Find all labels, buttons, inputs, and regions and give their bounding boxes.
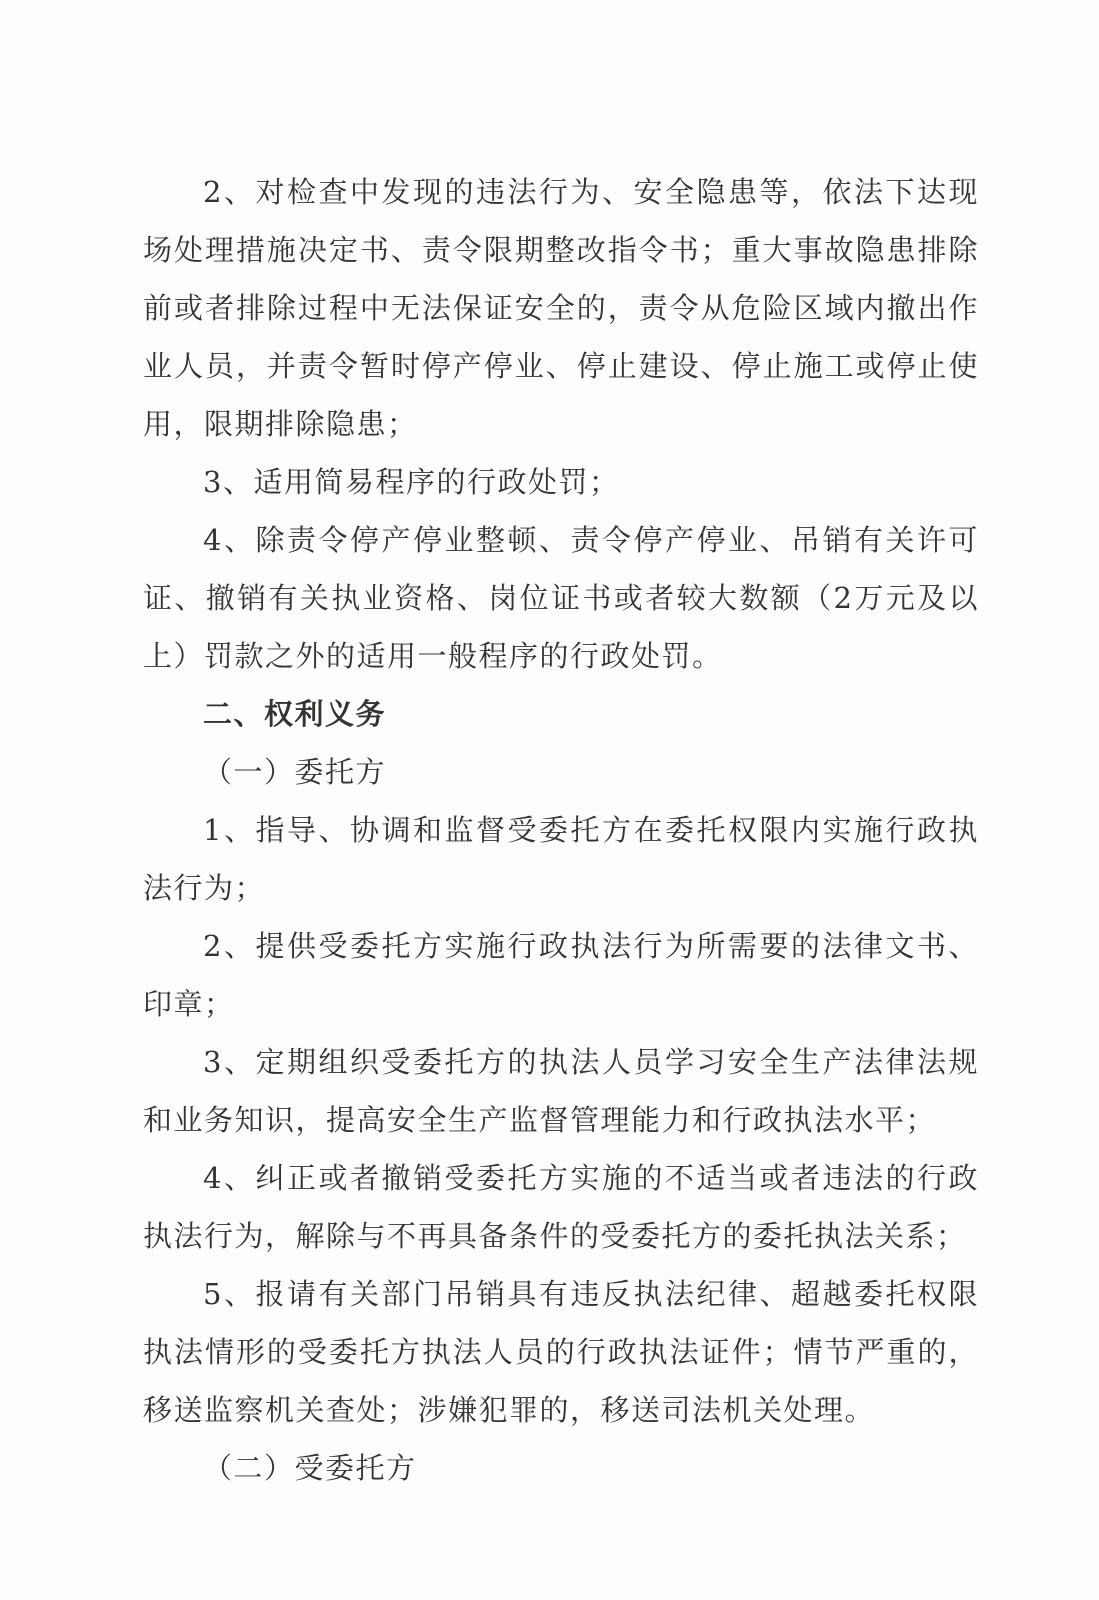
paragraph-entrusting-item-1: 1、指导、协调和监督受委托方在委托权限内实施行政执法行为； — [143, 813, 979, 905]
document-body — [143, 163, 979, 1497]
paragraph-entrusting-item-2: 2、提供受委托方实施行政执法行为所需要的法律文书、印章； — [143, 929, 979, 1021]
paragraph-entrusting-item-4: 4、纠正或者撤销受委托方实施的不适当或者违法的行政执法行为，解除与不再具备条件的受委托方的委托执法关系； — [143, 1161, 979, 1253]
paragraph-entrusting-item-5: 5、报请有关部门吊销具有违反执法纪律、超越委托权限执法情形的受委托方执法人员的行政执法证件；情节严重的，移送监察机关查处；涉嫌犯罪的，移送司法机关处理。 — [143, 1277, 979, 1427]
paragraph-entrusting-item-3: 3、定期组织受委托方的执法人员学习安全生产法律法规和业务知识，提高安全生产监督管理能力和行政执法水平； — [143, 1045, 979, 1137]
paragraph-item-2-enforcement-measures: 2、对检查中发现的违法行为、安全隐患等，依法下达现场处理措施决定书、责令限期整改指令书；重大事故隐患排除前或者排除过程中无法保证安全的，责令从危险区域内撤出作业人员，并责令暂时停产停业、停止建设、停止施工或停止使用，限期排除隐患； — [143, 175, 979, 441]
paragraph-item-4-general-procedure: 4、除责令停产停业整顿、责令停产停业、吊销有关许可证、撤销有关执业资格、岗位证书或者较大数额（2万元及以上）罚款之外的适用一般程序的行政处罚。 — [143, 523, 979, 673]
subsection-heading-entrusted-party: （二）受委托方 — [203, 1451, 417, 1485]
section-heading-rights-obligations: 二、权利义务 — [203, 697, 387, 731]
paragraph-item-3-simple-procedure: 3、适用简易程序的行政处罚； — [203, 465, 620, 499]
subsection-heading-entrusting-party: （一）委托方 — [203, 755, 387, 789]
